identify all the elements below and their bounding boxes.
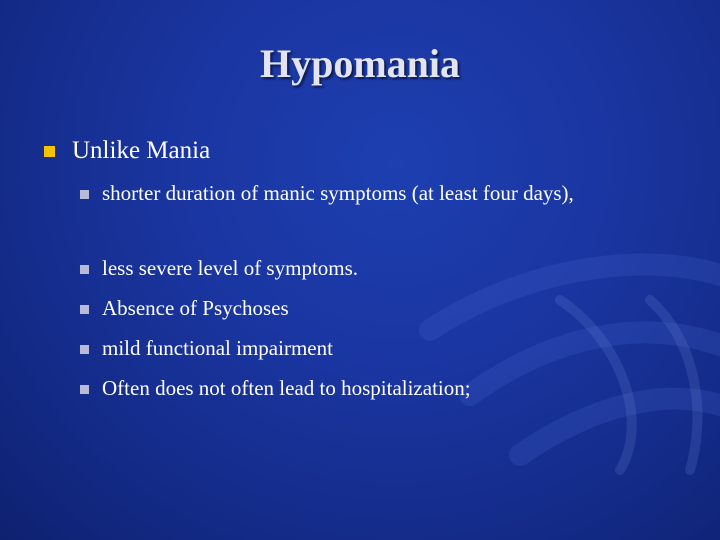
sub-bullet-text: mild functional impairment <box>102 336 333 360</box>
sub-bullet-text: Often does not often lead to hospitalization; <box>102 376 471 400</box>
sub-bullet-item <box>80 176 670 210</box>
sub-bullet-text: less severe level of symptoms. <box>102 256 359 280</box>
square-bullet-icon <box>80 345 89 354</box>
sub-bullet-item <box>80 291 670 325</box>
sub-bullet-text: Absence of Psychoses <box>102 296 289 320</box>
sub-bullet-item <box>80 371 670 405</box>
square-bullet-icon <box>44 146 55 157</box>
sub-bullet-text: shorter duration of manic symptoms (at least four days), <box>102 181 574 205</box>
square-bullet-icon <box>80 385 89 394</box>
main-bullet-text: Unlike Mania <box>72 137 211 164</box>
square-bullet-icon <box>80 190 89 199</box>
square-bullet-icon <box>80 265 89 274</box>
square-bullet-icon <box>80 305 89 314</box>
slide-title: Hypomania <box>259 41 461 86</box>
sub-bullet-item <box>80 251 670 285</box>
sub-bullet-item <box>80 331 670 365</box>
